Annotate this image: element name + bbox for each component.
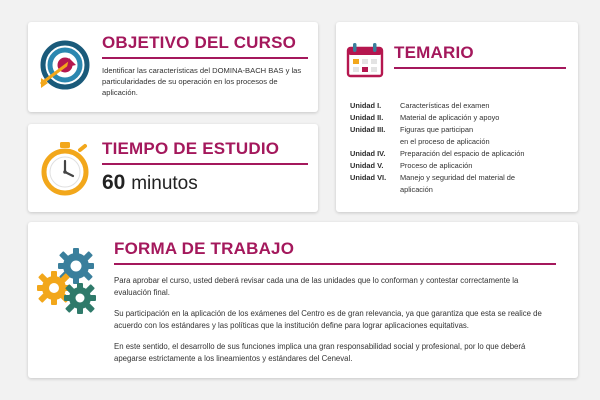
tiempo-value-row [102, 171, 308, 195]
objetivo-title-rule [102, 57, 308, 59]
unit-label: Unidad V. [350, 160, 384, 170]
card-temario [336, 22, 578, 212]
tiempo-value: 60 [102, 170, 126, 194]
stopwatch-icon [36, 140, 94, 203]
trabajo-title-rule [114, 263, 556, 265]
target-dart-icon [36, 36, 94, 99]
temario-title: TEMARIO [394, 43, 474, 62]
objetivo-content [102, 22, 318, 112]
unit-text: Material de aplicación y apoyo [400, 112, 500, 122]
objetivo-icon-column [28, 22, 102, 112]
unit-text: Características del examen [400, 101, 490, 110]
unit-text: Proceso de aplicación [400, 160, 473, 170]
list-item [350, 172, 568, 184]
trabajo-icon-column [28, 222, 114, 378]
unit-label: Unidad VI. [350, 172, 387, 182]
unit-label: Unidad IV. [350, 148, 386, 158]
unit-text: Figuras que participan [400, 124, 474, 134]
calendar-icon [343, 40, 387, 89]
list-item [350, 148, 568, 160]
trabajo-paragraph-2: Su participación en la aplicación de los exámenes del Centro es de gran relevancia, ya que garantiza que esta se realice de acuerdo con los estándares y las políticas que la institución define para lograr aplicaciones equitativas. [114, 308, 542, 330]
trabajo-paragraph-1: Para aprobar el curso, usted deberá revisar cada una de las unidades que lo conforman y contestar correctamente la evaluación final. [114, 275, 519, 297]
card-forma-de-trabajo [28, 222, 578, 378]
list-item [350, 100, 568, 112]
unit-text-continuation: en el proceso de aplicación [400, 136, 490, 146]
tiempo-unit: minutos [131, 172, 198, 194]
card-tiempo-de-estudio [28, 124, 318, 212]
tiempo-content [102, 124, 318, 212]
tiempo-icon-column [28, 124, 102, 212]
temario-title-rule [394, 67, 566, 69]
temario-unit-list [350, 100, 568, 196]
objetivo-title: OBJETIVO DEL CURSO [102, 33, 297, 52]
unit-text-continuation: aplicación [400, 184, 433, 194]
tiempo-title: TIEMPO DE ESTUDIO [102, 139, 280, 158]
unit-label: Unidad I. [350, 101, 382, 110]
card-objetivo-del-curso [28, 22, 318, 112]
trabajo-content [114, 222, 578, 378]
unit-text: Preparación del espacio de aplicación [400, 148, 525, 158]
trabajo-paragraph-3: En este sentido, el desarrollo de sus funciones implica una gran responsabilidad social y profesional, por lo que deberá apegarse estrictamente a los lineamientos y estándares del Ceneval. [114, 342, 526, 364]
tiempo-title-rule [102, 163, 308, 165]
unit-text: Manejo y seguridad del material de [400, 172, 516, 182]
list-item [350, 160, 568, 172]
gears-icon [36, 244, 106, 323]
trabajo-title: FORMA DE TRABAJO [114, 239, 295, 258]
unit-label: Unidad III. [350, 124, 386, 134]
list-item [350, 112, 568, 124]
list-item [350, 124, 568, 136]
objetivo-body: Identificar las características del DOMINA-BACH BAS y las particularidades de su operación en los procesos de aplicación. [102, 65, 302, 98]
unit-label: Unidad II. [350, 112, 384, 122]
